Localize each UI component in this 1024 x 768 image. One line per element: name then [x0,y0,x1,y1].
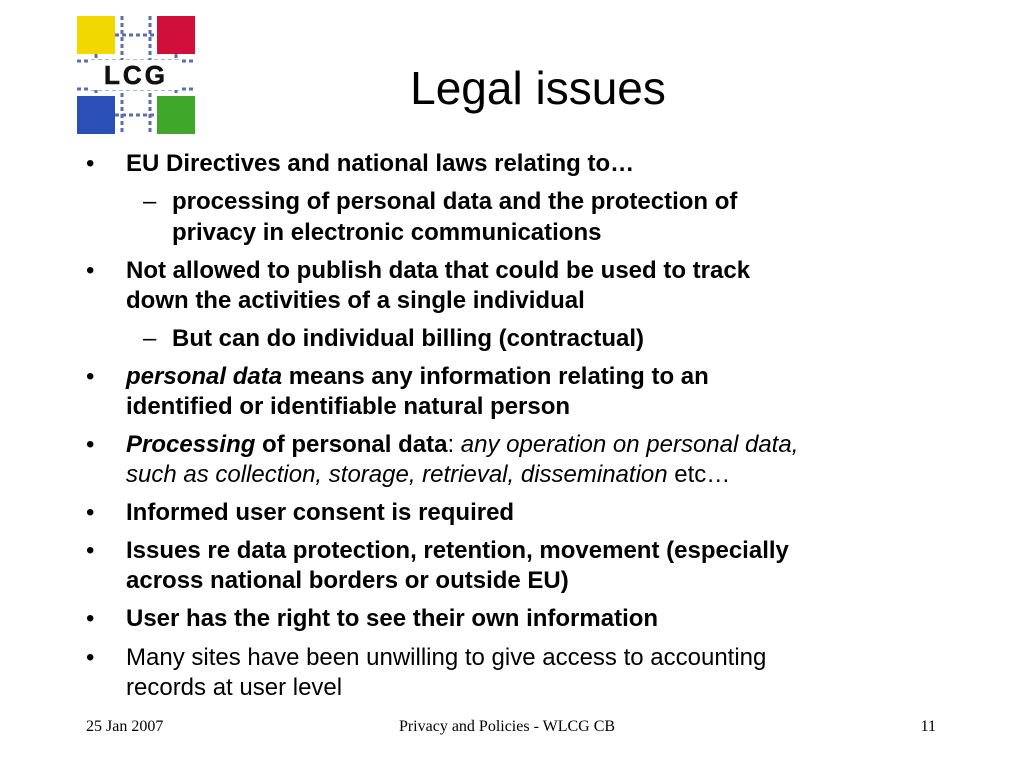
bullet-processing-l2 [126,460,730,490]
bullet-unwilling-l1: Many sites have been unwilling to give access to accounting [126,644,767,671]
sub-bullet-processing-l1: processing of personal data and the protection of [172,188,738,215]
bullet-marker: • [86,644,95,671]
bullet-marker: • [86,499,95,526]
bullet-marker: • [86,537,95,564]
bullet-not-allowed-l2: down the activities of a single individual [126,287,585,314]
dash-marker: – [143,325,157,352]
bullet-processing-l1 [126,430,798,460]
colon: : [447,431,461,458]
logo-text: LCG [104,60,168,90]
processing-definition: any operation on personal data, [460,431,799,458]
bullet-marker: • [86,363,95,390]
definition-text: means any information relating to an [282,363,709,390]
footer-title: Privacy and Policies - WLCG CB [398,718,616,735]
sub-bullet-billing: But can do individual billing (contractual) [172,325,645,352]
sub-bullet-processing-l2: privacy in electronic communications [172,219,602,246]
term-of-personal-data: of personal data [255,431,448,458]
dash-marker: – [143,188,157,215]
logo-red-square [157,16,195,54]
bullet-not-allowed-l1: Not allowed to publish data that could be used to track [126,257,751,284]
bullet-eu-directives: EU Directives and national laws relating to… [126,150,635,177]
bullet-consent: Informed user consent is required [126,499,515,526]
bullet-personal-data-l2: identified or identifiable natural person [126,393,571,420]
bullet-right-to-see: User has the right to see their own information [126,605,659,632]
term-personal-data: personal data [126,363,283,390]
bullet-unwilling-l2: records at user level [126,674,343,701]
etc-text: etc… [667,461,731,488]
bullet-marker: • [86,257,95,284]
term-processing: Processing [126,431,256,458]
processing-definition-cont: such as collection, storage, retrieval, dissemination [126,461,668,488]
footer-page-number: 11 [920,718,936,735]
bullet-marker: • [86,150,95,177]
bullet-issues-l2: across national borders or outside EU) [126,567,569,594]
footer-date: 25 Jan 2007 [86,718,164,735]
bullet-personal-data-l1 [126,362,709,392]
bullet-marker: • [86,431,95,458]
slide-title: Legal issues [410,62,666,114]
bullet-marker: • [86,605,95,632]
bullet-issues-l1: Issues re data protection, retention, movement (especially [126,537,789,564]
logo-yellow-square [77,16,115,54]
